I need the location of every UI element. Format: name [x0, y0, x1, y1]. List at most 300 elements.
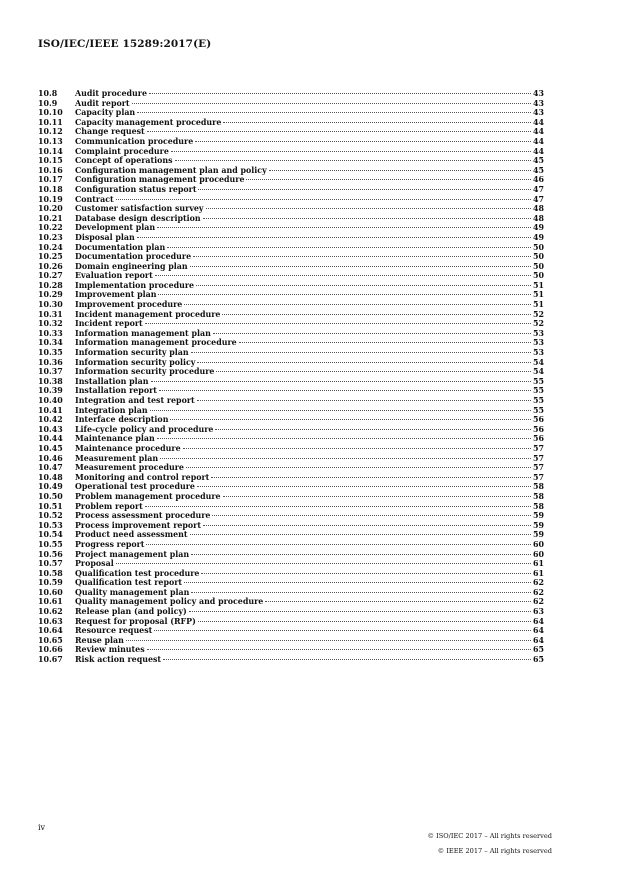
toc-leader-dots — [203, 218, 531, 219]
document-header: ISO/IEC/IEEE 15289:2017(E) — [38, 38, 212, 50]
toc-leader-dots — [184, 304, 531, 305]
toc-entry-number: 10.62 — [38, 607, 63, 617]
toc-entry-title: Reuse plan — [75, 635, 124, 645]
toc-leader-dots — [116, 199, 531, 200]
toc-entry-title: Quality management plan — [75, 587, 190, 597]
toc-entry-page: 58 — [533, 491, 544, 501]
toc-entry-number: 10.44 — [38, 434, 63, 444]
toc-entry[interactable] — [38, 463, 544, 473]
toc-leader-dots — [155, 275, 531, 276]
toc-entry-title: Interface description — [75, 415, 169, 425]
toc-entry-page: 52 — [533, 309, 544, 319]
toc-entry-page: 55 — [533, 396, 544, 405]
toc-leader-dots — [206, 208, 532, 209]
toc-entry-title: Incident management procedure — [75, 309, 221, 319]
toc-entry[interactable] — [38, 310, 544, 320]
toc-entry-title: Proposal — [75, 559, 114, 569]
toc-entry[interactable] — [38, 559, 544, 569]
toc-entry-number: 10.26 — [38, 261, 63, 271]
toc-entry-page: 55 — [533, 405, 544, 415]
toc-leader-dots — [190, 534, 532, 535]
toc-entry-page: 49 — [533, 223, 544, 233]
toc-entry-title: Concept of operations — [75, 156, 173, 166]
toc-entry-page: 59 — [533, 530, 544, 540]
toc-entry-page: 62 — [533, 597, 544, 607]
toc-entry-title: Improvement procedure — [75, 300, 183, 310]
toc-entry[interactable] — [38, 338, 544, 348]
toc-entry[interactable] — [38, 271, 544, 281]
toc-leader-dots — [160, 458, 531, 459]
toc-entry-title: Risk action request — [75, 655, 162, 665]
toc-leader-dots — [191, 554, 531, 555]
toc-entry-page: 64 — [533, 635, 544, 645]
toc-entry[interactable] — [38, 597, 544, 607]
toc-entry[interactable] — [38, 108, 544, 118]
toc-leader-dots — [137, 112, 531, 113]
toc-entry[interactable] — [38, 502, 544, 512]
toc-entry[interactable] — [38, 348, 544, 358]
toc-entry[interactable] — [38, 358, 544, 368]
toc-entry[interactable] — [38, 569, 544, 579]
toc-entry-number: 10.31 — [38, 309, 63, 319]
toc-entry-number: 10.38 — [38, 376, 63, 386]
toc-entry-number: 10.23 — [38, 232, 63, 242]
toc-entry-page: 58 — [533, 482, 544, 492]
toc-leader-dots — [132, 103, 531, 104]
toc-entry-page: 65 — [533, 645, 544, 655]
toc-entry[interactable] — [38, 89, 544, 99]
copyright-ieee: © IEEE 2017 – All rights reserved — [437, 847, 552, 855]
toc-entry-title: Database design description — [75, 213, 201, 223]
toc-entry-title: Information security procedure — [75, 367, 215, 377]
toc-entry-page: 50 — [533, 261, 544, 271]
toc-entry-page: 51 — [533, 290, 544, 300]
toc-entry-title: Configuration management procedure — [75, 175, 245, 185]
toc-entry-title: Configuration status report — [75, 184, 197, 194]
toc-entry-number: 10.32 — [38, 319, 63, 329]
toc-entry-number: 10.27 — [38, 271, 63, 281]
toc-entry-page: 57 — [533, 453, 544, 463]
toc-entry-number: 10.46 — [38, 453, 63, 463]
toc-entry-page: 44 — [533, 146, 544, 156]
toc-entry-title: Implementation procedure — [75, 280, 195, 290]
toc-entry-number: 10.37 — [38, 367, 63, 377]
toc-entry[interactable] — [38, 454, 544, 464]
toc-entry[interactable] — [38, 195, 544, 205]
toc-entry-page: 47 — [533, 184, 544, 194]
toc-entry[interactable] — [38, 329, 544, 339]
toc-entry-number: 10.21 — [38, 213, 63, 223]
toc-entry-title: Release plan (and policy) — [75, 607, 187, 617]
toc-entry[interactable] — [38, 118, 544, 128]
toc-entry-page: 43 — [533, 108, 544, 118]
toc-entry[interactable] — [38, 530, 544, 540]
toc-entry-number: 10.63 — [38, 616, 63, 626]
toc-entry-number: 10.65 — [38, 635, 63, 645]
toc-leader-dots — [159, 390, 531, 391]
toc-entry-title: Configuration management plan and policy — [75, 165, 267, 175]
toc-leader-dots — [145, 506, 531, 507]
toc-leader-dots — [223, 122, 531, 123]
toc-entry[interactable] — [38, 166, 544, 176]
toc-entry-page: 48 — [533, 204, 544, 214]
toc-entry[interactable] — [38, 617, 544, 627]
toc-leader-dots — [197, 362, 531, 363]
toc-entry-title: Integration plan — [75, 405, 148, 415]
toc-entry-title: Capacity plan — [75, 108, 136, 118]
toc-entry-number: 10.39 — [38, 386, 63, 396]
toc-entry-page: 56 — [533, 415, 544, 425]
toc-entry[interactable] — [38, 607, 544, 617]
toc-entry-page: 56 — [533, 434, 544, 444]
toc-leader-dots — [151, 381, 532, 382]
toc-entry[interactable] — [38, 655, 544, 665]
toc-entry[interactable] — [38, 156, 544, 166]
toc-entry-number: 10.13 — [38, 136, 63, 146]
toc-entry-page: 51 — [533, 280, 544, 290]
toc-entry[interactable] — [38, 319, 544, 329]
toc-entry-number: 10.20 — [38, 204, 63, 214]
toc-entry-title: Evaluation report — [75, 271, 153, 281]
toc-leader-dots — [171, 151, 531, 152]
toc-entry-page: 43 — [533, 89, 544, 98]
toc-entry-number: 10.28 — [38, 280, 63, 290]
toc-entry-page: 44 — [533, 117, 544, 127]
toc-entry-page: 61 — [533, 559, 544, 569]
toc-entry-title: Complaint procedure — [75, 146, 169, 156]
toc-entry-title: Maintenance plan — [75, 434, 155, 444]
toc-entry[interactable] — [38, 137, 544, 147]
toc-entry[interactable] — [38, 645, 544, 655]
toc-entry-page: 50 — [533, 271, 544, 281]
toc-entry-number: 10.24 — [38, 242, 63, 252]
toc-entry-number: 10.53 — [38, 520, 63, 530]
toc-entry-page: 62 — [533, 587, 544, 597]
toc-entry-title: Qualification test procedure — [75, 568, 200, 578]
toc-entry-page: 51 — [533, 300, 544, 310]
toc-leader-dots — [197, 400, 531, 401]
toc-entry-title: Measurement procedure — [75, 463, 184, 473]
toc-entry-title: Information security policy — [75, 357, 196, 367]
toc-entry-title: Review minutes — [75, 645, 145, 655]
toc-entry[interactable] — [38, 473, 544, 483]
toc-entry[interactable] — [38, 492, 544, 502]
toc-entry-page: 59 — [533, 520, 544, 530]
toc-leader-dots — [149, 93, 531, 94]
toc-entry-number: 10.25 — [38, 252, 63, 262]
toc-entry-page: 54 — [533, 357, 544, 367]
toc-leader-dots — [175, 160, 531, 161]
toc-entry-page: 59 — [533, 511, 544, 521]
toc-entry[interactable] — [38, 262, 544, 272]
copyright-iso: © ISO/IEC 2017 – All rights reserved — [427, 832, 552, 840]
toc-entry-page: 53 — [533, 338, 544, 348]
toc-entry-title: Progress report — [75, 539, 145, 549]
toc-entry[interactable] — [38, 252, 544, 262]
toc-entry-title: Monitoring and control report — [75, 472, 210, 482]
toc-entry[interactable] — [38, 175, 544, 185]
toc-entry[interactable] — [38, 290, 544, 300]
toc-leader-dots — [154, 630, 531, 631]
toc-entry-number: 10.67 — [38, 655, 63, 665]
toc-entry-page: 50 — [533, 252, 544, 262]
toc-entry-page: 50 — [533, 242, 544, 252]
toc-entry-number: 10.60 — [38, 587, 63, 597]
toc-entry[interactable] — [38, 300, 544, 310]
toc-entry-page: 60 — [533, 539, 544, 549]
toc-entry[interactable] — [38, 147, 544, 157]
toc-entry[interactable] — [38, 127, 544, 137]
toc-leader-dots — [126, 640, 531, 641]
toc-leader-dots — [269, 170, 531, 171]
toc-entry-number: 10.29 — [38, 290, 63, 300]
toc-entry-page: 44 — [533, 127, 544, 137]
toc-leader-dots — [189, 611, 531, 612]
toc-entry-title: Project management plan — [75, 549, 190, 559]
toc-entry-title: Audit report — [75, 98, 130, 108]
toc-entry-title: Customer satisfaction survey — [75, 204, 204, 214]
toc-entry-page: 63 — [533, 607, 544, 617]
toc-entry-title: Quality management policy and procedure — [75, 597, 264, 607]
toc-entry[interactable] — [38, 396, 544, 406]
toc-entry-number: 10.56 — [38, 549, 63, 559]
toc-entry-page: 58 — [533, 501, 544, 511]
toc-entry-page: 65 — [533, 655, 544, 665]
toc-entry-title: Integration and test report — [75, 396, 195, 405]
toc-leader-dots — [198, 189, 531, 190]
toc-entry[interactable] — [38, 434, 544, 444]
toc-leader-dots — [197, 486, 531, 487]
toc-leader-dots — [216, 371, 531, 372]
toc-entry-page: 54 — [533, 367, 544, 377]
toc-entry-title: Communication procedure — [75, 136, 194, 146]
toc-entry-number: 10.52 — [38, 511, 63, 521]
toc-entry[interactable] — [38, 185, 544, 195]
toc-entry-title: Contract — [75, 194, 114, 204]
toc-entry[interactable] — [38, 233, 544, 243]
toc-entry-title: Development plan — [75, 223, 156, 233]
toc-entry-number: 10.64 — [38, 626, 63, 636]
toc-leader-dots — [190, 266, 531, 267]
toc-entry-page: 53 — [533, 328, 544, 338]
toc-entry-page: 47 — [533, 194, 544, 204]
toc-entry[interactable] — [38, 415, 544, 425]
toc-entry-page: 55 — [533, 376, 544, 386]
toc-leader-dots — [147, 131, 531, 132]
toc-entry-number: 10.10 — [38, 108, 63, 118]
toc-entry-title: Documentation procedure — [75, 252, 192, 262]
toc-entry-number: 10.43 — [38, 424, 63, 434]
toc-entry[interactable] — [38, 425, 544, 435]
toc-entry-page: 56 — [533, 424, 544, 434]
toc-entry-title: Qualification test report — [75, 578, 183, 588]
toc-leader-dots — [157, 438, 531, 439]
toc-leader-dots — [158, 294, 531, 295]
toc-entry-page: 57 — [533, 472, 544, 482]
toc-entry-page: 46 — [533, 175, 544, 185]
toc-entry-title: Problem report — [75, 501, 143, 511]
toc-leader-dots — [183, 448, 531, 449]
toc-leader-dots — [163, 659, 531, 660]
toc-entry[interactable] — [38, 578, 544, 588]
toc-leader-dots — [198, 621, 531, 622]
toc-entry-title: Information management plan — [75, 328, 211, 338]
toc-leader-dots — [213, 333, 531, 334]
toc-entry-number: 10.18 — [38, 184, 63, 194]
toc-entry[interactable] — [38, 377, 544, 387]
toc-entry-number: 10.66 — [38, 645, 63, 655]
toc-leader-dots — [239, 342, 531, 343]
toc-leader-dots — [211, 477, 531, 478]
toc-entry-number: 10.61 — [38, 597, 63, 607]
toc-entry-title: Process assessment procedure — [75, 511, 211, 521]
toc-entry-page: 53 — [533, 348, 544, 358]
toc-leader-dots — [196, 285, 531, 286]
toc-leader-dots — [193, 256, 531, 257]
toc-leader-dots — [147, 649, 531, 650]
toc-entry-number: 10.41 — [38, 405, 63, 415]
toc-entry-page: 64 — [533, 616, 544, 626]
toc-entry-number: 10.48 — [38, 472, 63, 482]
toc-entry-title: Problem management procedure — [75, 491, 221, 501]
toc-entry-page: 44 — [533, 136, 544, 146]
toc-entry-number: 10.22 — [38, 223, 63, 233]
toc-entry-title: Information security plan — [75, 348, 189, 358]
toc-entry-number: 10.36 — [38, 357, 63, 367]
toc-entry[interactable] — [38, 367, 544, 377]
toc-entry[interactable] — [38, 588, 544, 598]
toc-entry-page: 64 — [533, 626, 544, 636]
toc-entry-number: 10.54 — [38, 530, 63, 540]
toc-entry-page: 55 — [533, 386, 544, 396]
toc-leader-dots — [212, 515, 531, 516]
toc-entry-number: 10.19 — [38, 194, 63, 204]
toc-leader-dots — [201, 573, 531, 574]
toc-entry-title: Change request — [75, 127, 145, 137]
toc-entry-number: 10.58 — [38, 568, 63, 578]
toc-leader-dots — [186, 467, 531, 468]
toc-leader-dots — [146, 544, 531, 545]
toc-entry-number: 10.57 — [38, 559, 63, 569]
toc-entry-page: 48 — [533, 213, 544, 223]
toc-entry[interactable] — [38, 99, 544, 109]
toc-entry-title: Life-cycle policy and procedure — [75, 424, 214, 434]
toc-entry-number: 10.9 — [38, 98, 58, 108]
toc-entry-title: Measurement plan — [75, 453, 159, 463]
toc-entry-title: Domain engineering plan — [75, 261, 188, 271]
toc-entry[interactable] — [38, 636, 544, 646]
toc-entry[interactable] — [38, 540, 544, 550]
toc-entry[interactable] — [38, 444, 544, 454]
toc-leader-dots — [157, 227, 531, 228]
toc-entry-title: Maintenance procedure — [75, 443, 181, 453]
toc-entry-title: Capacity management procedure — [75, 117, 222, 127]
toc-leader-dots — [203, 525, 531, 526]
toc-entry-title: Request for proposal (RFP) — [75, 616, 196, 626]
toc-entry-title: Installation report — [75, 386, 157, 396]
toc-entry-page: 45 — [533, 156, 544, 166]
toc-entry-number: 10.35 — [38, 348, 63, 358]
toc-entry-number: 10.30 — [38, 300, 63, 310]
toc-entry-title: Operational test procedure — [75, 482, 195, 492]
toc-leader-dots — [195, 141, 531, 142]
toc-entry[interactable] — [38, 281, 544, 291]
toc-leader-dots — [167, 247, 531, 248]
toc-entry-number: 10.14 — [38, 146, 63, 156]
toc-entry-number: 10.40 — [38, 396, 63, 405]
toc-entry-page: 62 — [533, 578, 544, 588]
toc-leader-dots — [246, 179, 531, 180]
toc-entry-number: 10.55 — [38, 539, 63, 549]
toc-entry[interactable] — [38, 626, 544, 636]
toc-entry-number: 10.11 — [38, 117, 63, 127]
toc-entry-page: 49 — [533, 232, 544, 242]
toc-entry-number: 10.51 — [38, 501, 63, 511]
toc-leader-dots — [191, 352, 531, 353]
toc-leader-dots — [137, 237, 531, 238]
toc-entry-number: 10.50 — [38, 491, 63, 501]
toc-entry-number: 10.33 — [38, 328, 63, 338]
toc-leader-dots — [145, 323, 531, 324]
toc-entry-number: 10.42 — [38, 415, 63, 425]
toc-entry[interactable] — [38, 550, 544, 560]
toc-entry-page: 60 — [533, 549, 544, 559]
toc-entry[interactable] — [38, 243, 544, 253]
toc-entry-page: 45 — [533, 165, 544, 175]
toc-entry-number: 10.49 — [38, 482, 63, 492]
toc-entry-number: 10.8 — [38, 89, 58, 98]
toc-leader-dots — [116, 563, 531, 564]
toc-entry-title: Product need assessment — [75, 530, 188, 540]
toc-entry-title: Disposal plan — [75, 232, 135, 242]
toc-entry-page: 61 — [533, 568, 544, 578]
toc-entry-number: 10.34 — [38, 338, 63, 348]
toc-entry-page: 43 — [533, 98, 544, 108]
toc-entry-title: Documentation plan — [75, 242, 166, 252]
toc-leader-dots — [223, 496, 531, 497]
toc-leader-dots — [184, 582, 531, 583]
toc-entry-number: 10.16 — [38, 165, 63, 175]
toc-leader-dots — [191, 592, 531, 593]
toc-entry-title: Incident report — [75, 319, 143, 329]
toc-entry-number: 10.17 — [38, 175, 63, 185]
toc-entry[interactable] — [38, 204, 544, 214]
toc-leader-dots — [170, 419, 531, 420]
toc-entry[interactable] — [38, 223, 544, 233]
toc-entry[interactable] — [38, 511, 544, 521]
toc-entry-title: Process improvement report — [75, 520, 201, 530]
toc-entry-page: 57 — [533, 443, 544, 453]
toc-entry-title: Audit procedure — [75, 89, 147, 98]
page-number: iv — [38, 823, 46, 832]
toc-entry[interactable] — [38, 521, 544, 531]
toc-entry[interactable] — [38, 386, 544, 396]
toc-entry-number: 10.59 — [38, 578, 63, 588]
toc-entry-page: 52 — [533, 319, 544, 329]
toc-entry-number: 10.15 — [38, 156, 63, 166]
toc-entry[interactable] — [38, 406, 544, 416]
toc-entry[interactable] — [38, 482, 544, 492]
toc-entry-page: 57 — [533, 463, 544, 473]
toc-entry-number: 10.47 — [38, 463, 63, 473]
toc-leader-dots — [265, 601, 531, 602]
toc-entry-number: 10.45 — [38, 443, 63, 453]
toc-entry-title: Improvement plan — [75, 290, 157, 300]
toc-entry-title: Resource request — [75, 626, 153, 636]
toc-leader-dots — [215, 429, 531, 430]
toc-entry[interactable] — [38, 214, 544, 224]
toc-entry-title: Information management procedure — [75, 338, 237, 348]
